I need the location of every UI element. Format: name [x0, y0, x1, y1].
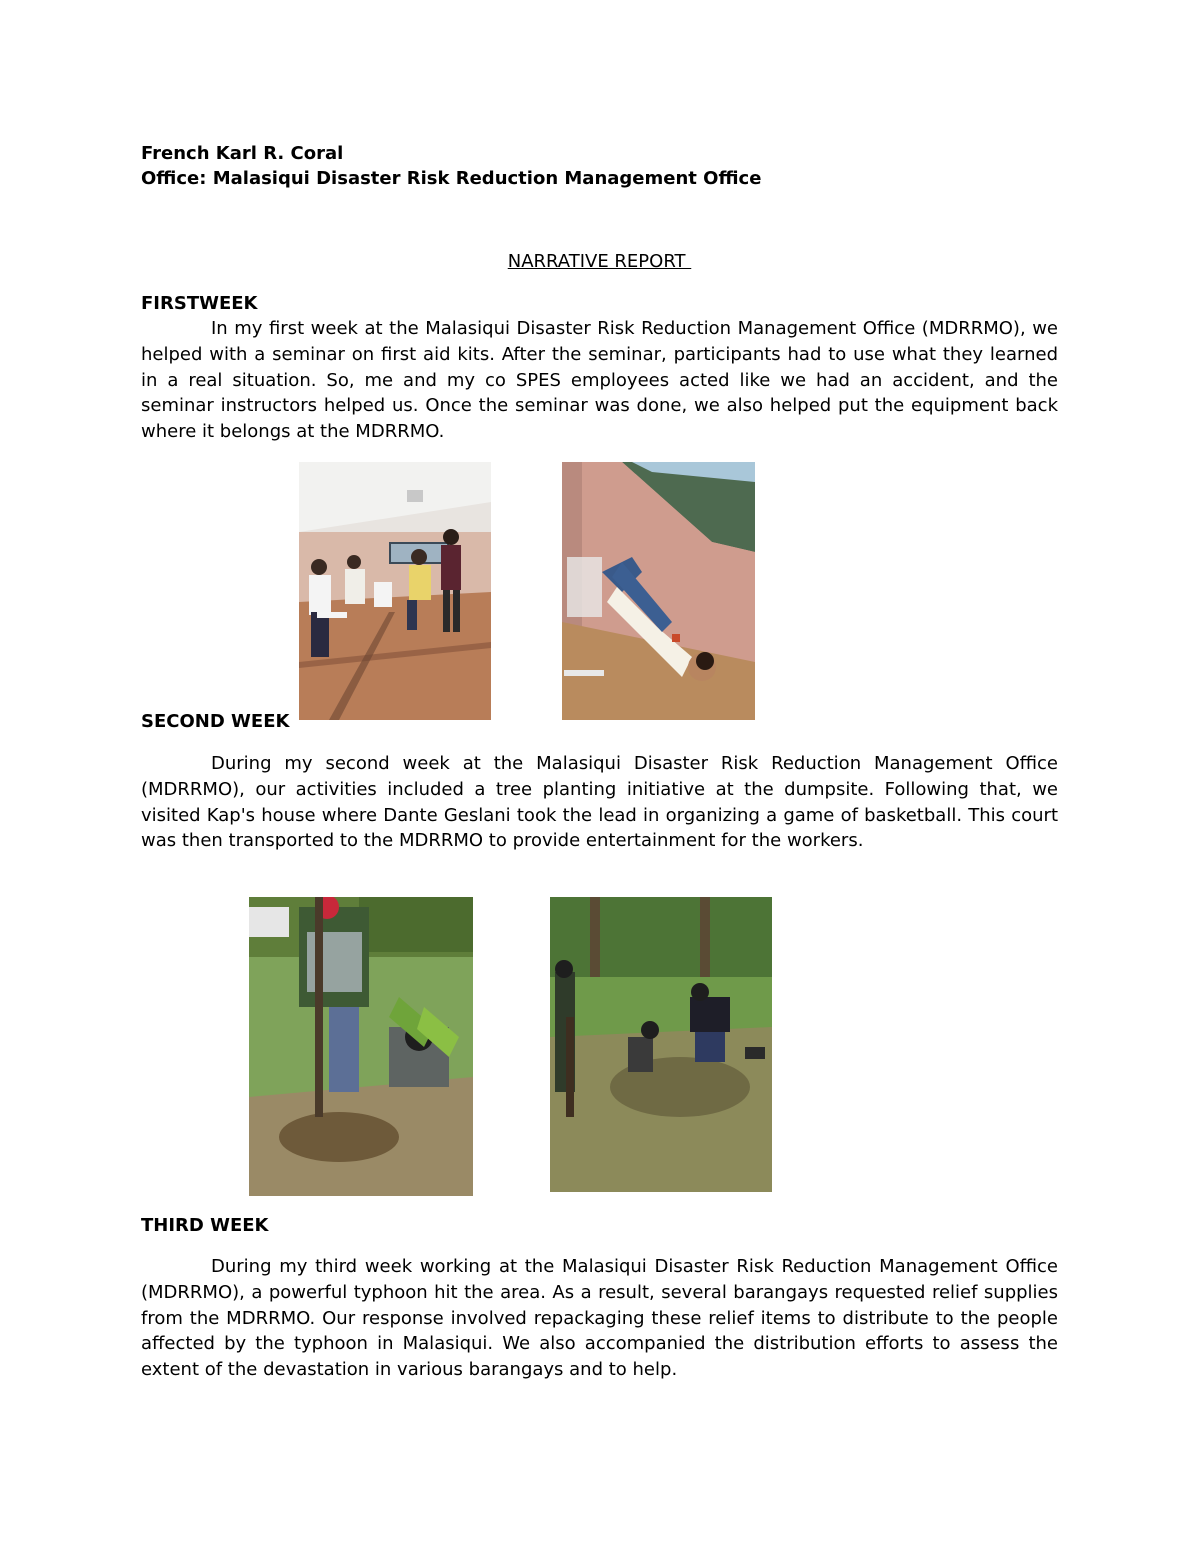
mock-accident-photo — [562, 462, 755, 720]
week-heading-third: THIRD WEEK — [141, 1215, 269, 1236]
seminar-photo — [299, 462, 491, 720]
week-body-third — [141, 1254, 1058, 1383]
tree-planting-photo-2 — [550, 897, 772, 1192]
week-body-second — [141, 751, 1058, 854]
report-title: NARRATIVE REPORT — [507, 251, 692, 272]
week-heading-first: FIRSTWEEK — [141, 293, 258, 314]
week-body-first — [141, 316, 1058, 445]
author-name: French Karl R. Coral — [141, 143, 344, 164]
week-paragraph: During my second week at the Malasiqui Disaster Risk Reduction Management Office (MDRRMO), our activities included a tree planting initiative at the dumpsite. Following that, we visited Kap's house where Dante Geslani took the lead in organizing a game of basketball. This court was then transported to the MDRRMO to provide entertainment for the workers. — [141, 753, 1058, 852]
week-heading-second: SECOND WEEK — [141, 711, 290, 732]
office-line: Office: Malasiqui Disaster Risk Reduction Management Office — [141, 168, 762, 189]
week-paragraph: During my third week working at the Malasiqui Disaster Risk Reduction Management Office (MDRRMO), a powerful typhoon hit the area. As a result, several barangays requested relief supplies from the MDRRMO. Our response involved repackaging these relief items to distribute to the people affected by the typhoon in Malasiqui. We also accompanied the distribution efforts to assess the extent of the devastation in various barangays and to help. — [141, 1256, 1058, 1381]
week-paragraph: In my first week at the Malasiqui Disaster Risk Reduction Management Office (MDRRMO), we helped with a seminar on first aid kits. After the seminar, participants had to use what they learned in a real situation. So, me and my co SPES employees acted like we had an accident, and the seminar instructors helped us. Once the seminar was done, we also helped put the equipment back where it belongs at the MDRRMO. — [141, 318, 1058, 443]
tree-planting-photo-1 — [249, 897, 473, 1196]
